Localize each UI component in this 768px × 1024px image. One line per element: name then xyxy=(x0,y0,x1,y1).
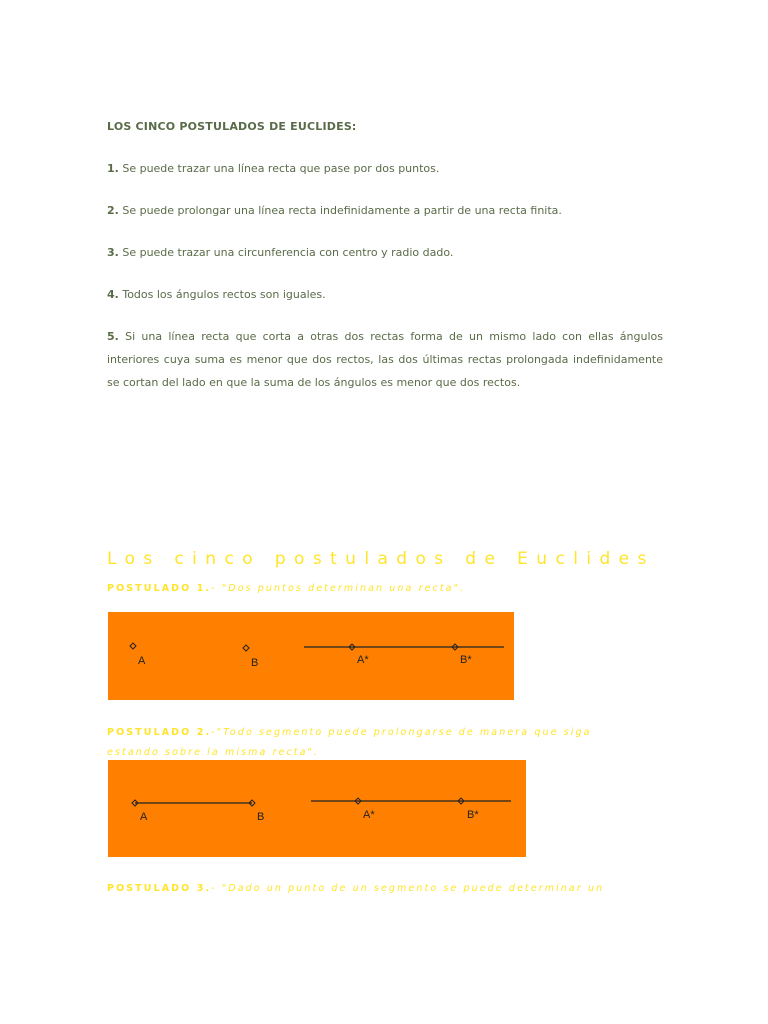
point-label-b-star: B* xyxy=(467,809,479,821)
postulado-quote: estando sobre la misma recta". xyxy=(107,747,320,758)
point-marker xyxy=(130,643,136,649)
postulado-3-heading xyxy=(107,879,604,899)
postulado-label: POSTULADO 2. xyxy=(107,727,212,738)
section-title: Los cinco postulados de Euclides xyxy=(107,549,655,569)
postulate-text: Todos los ángulos rectos son iguales. xyxy=(122,288,326,301)
figure-1 xyxy=(108,612,514,700)
point-label-b-star: B* xyxy=(460,654,472,666)
postulado-2-heading xyxy=(107,723,592,743)
figure-2 xyxy=(108,760,526,857)
postulate-number: 3. xyxy=(107,246,119,259)
postulate-number: 2. xyxy=(107,204,119,217)
point-label-a-star: A* xyxy=(357,654,369,666)
postulate-text: Se puede trazar una línea recta que pase por dos puntos. xyxy=(118,162,440,175)
point-label-b: B xyxy=(251,657,259,669)
postulado-separator: - xyxy=(211,583,222,594)
postulado-quote: "Dado un punto de un segmento se puede determinar un xyxy=(221,883,605,894)
point-label-a: A xyxy=(140,811,148,823)
postulate-text: Se puede prolongar una línea recta indefinidamente a partir de una recta finita. xyxy=(122,204,562,217)
postulate-2 xyxy=(107,199,663,222)
postulate-5 xyxy=(107,325,663,394)
figure-2-drawing xyxy=(108,760,526,857)
postulate-number: 4. xyxy=(107,288,119,301)
postulate-text: Se puede trazar una circunferencia con centro y radio dado. xyxy=(122,246,454,259)
point-marker xyxy=(243,645,249,651)
postulate-number: 1. xyxy=(107,162,119,175)
postulado-separator: - xyxy=(211,883,222,894)
postulado-quote: "Dos puntos determinan una recta". xyxy=(221,583,466,594)
postulado-label: POSTULADO 3. xyxy=(107,883,212,894)
postulado-quote: "Todo segmento puede prolongarse de manera que siga xyxy=(216,727,592,738)
postulado-label: POSTULADO 1. xyxy=(107,583,212,594)
postulado-1-heading xyxy=(107,579,465,599)
postulate-1 xyxy=(107,157,663,180)
point-label-b: B xyxy=(257,811,265,823)
figure-1-drawing xyxy=(108,612,514,700)
postulado-separator: - xyxy=(211,727,217,738)
postulate-text: Si una línea recta que corta a otras dos rectas forma de un mismo lado con ellas ángulos interiores cuya suma es menor que dos rectos, las dos últimas rectas prolongada indefinidamente se cortan del lado en que la suma de los ángulos es menor que dos rectos. xyxy=(107,330,663,389)
page-heading: LOS CINCO POSTULADOS DE EUCLIDES: xyxy=(107,120,357,133)
point-label-a: A xyxy=(138,655,146,667)
point-label-a-star: A* xyxy=(363,809,375,821)
postulate-4 xyxy=(107,283,663,306)
postulate-3 xyxy=(107,241,663,264)
postulate-number: 5. xyxy=(107,330,119,343)
